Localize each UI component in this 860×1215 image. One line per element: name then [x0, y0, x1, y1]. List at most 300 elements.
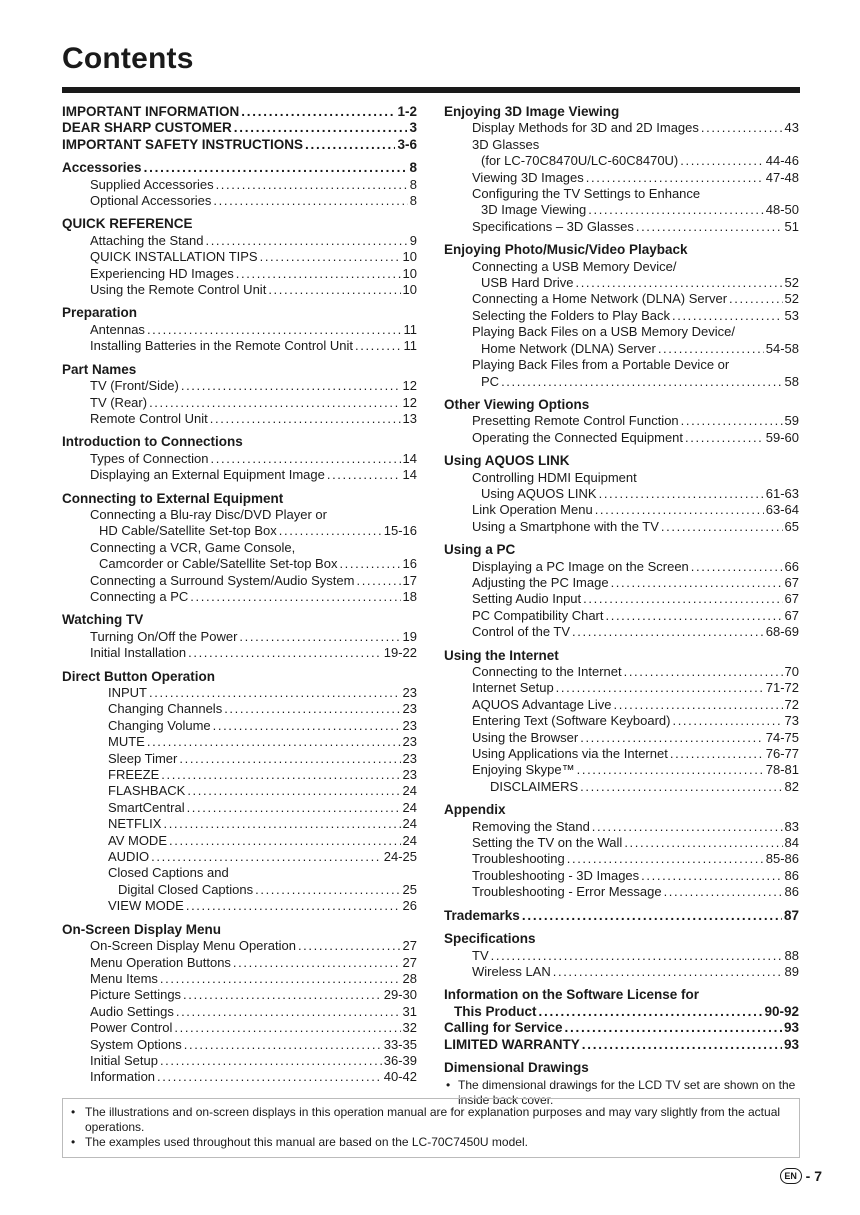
toc-entry[interactable]	[444, 730, 799, 746]
toc-entry-page: 24	[402, 816, 417, 832]
toc-entry[interactable]	[62, 1020, 417, 1036]
toc-entry[interactable]	[62, 573, 417, 589]
toc-entry[interactable]	[444, 308, 799, 324]
toc-entry-page: 59	[784, 413, 799, 429]
toc-entry-page: 3	[409, 120, 417, 136]
toc-heading-text: Introduction to Connections	[62, 434, 243, 450]
toc-entry[interactable]	[444, 275, 799, 291]
toc-entry-page: 47-48	[765, 169, 799, 185]
toc-entry-title: AUDIO	[108, 849, 150, 865]
toc-entry-title: TV	[472, 947, 489, 963]
toc-entry-title: IMPORTANT SAFETY INSTRUCTIONS	[62, 136, 304, 152]
toc-heading-text: Information on the Software License for	[444, 987, 700, 1003]
toc-entry[interactable]	[444, 341, 799, 357]
toc-entry-page: 10	[402, 282, 417, 298]
toc-entry-title: Selecting the Folders to Play Back	[472, 307, 670, 323]
toc-entry[interactable]	[444, 291, 799, 307]
toc-entry-page: 23	[402, 717, 417, 733]
toc-entry-title: Picture Settings	[90, 987, 182, 1003]
toc-entry[interactable]	[62, 282, 417, 298]
toc-entry[interactable]	[62, 1069, 417, 1085]
toc-entry-title: Connecting a Blu-ray Disc/DVD Player or	[90, 506, 327, 522]
toc-entry[interactable]	[62, 783, 417, 799]
toc-entry[interactable]	[62, 1037, 417, 1053]
toc-entry[interactable]	[62, 955, 417, 971]
toc-entry-page: 40-42	[383, 1069, 417, 1085]
toc-entry[interactable]	[444, 624, 799, 640]
toc-entry[interactable]	[62, 266, 417, 282]
toc-entry[interactable]	[62, 971, 417, 987]
toc-entry-page: 23	[402, 685, 417, 700]
toc-entry[interactable]	[62, 249, 417, 265]
toc-entry-title: Setting the TV on the Wall	[472, 835, 623, 851]
toc-entry-title: Troubleshooting - 3D Images	[472, 867, 640, 883]
toc-entry[interactable]	[444, 851, 799, 867]
toc-entry[interactable]	[62, 378, 417, 394]
toc-section-heading	[444, 453, 799, 469]
toc-entry[interactable]	[444, 575, 799, 591]
toc-entry-page: 23	[402, 767, 417, 783]
toc-entry-page: 70	[784, 664, 799, 679]
toc-dot-leader	[216, 177, 408, 193]
toc-entry-title: Trademarks	[444, 907, 520, 923]
toc-dot-leader	[613, 697, 782, 713]
toc-dot-leader	[151, 849, 382, 865]
toc-entry-page: 14	[402, 467, 417, 483]
toc-entry[interactable]	[444, 868, 799, 884]
toc-entry[interactable]	[444, 559, 799, 575]
toc-entry-page: 24-25	[383, 849, 417, 865]
toc-entry-title: Installing Batteries in the Remote Control Unit	[90, 338, 354, 354]
toc-entry-page: 11	[403, 321, 417, 337]
toc-entry[interactable]	[444, 608, 799, 624]
toc-entry[interactable]	[62, 137, 417, 153]
toc-entry-title: SmartCentral	[108, 799, 185, 815]
toc-entry[interactable]	[444, 430, 799, 446]
toc-section	[444, 987, 799, 1053]
toc-entry-title: Calling for Service	[444, 1020, 563, 1036]
toc-section	[444, 104, 799, 235]
toc-entry[interactable]	[444, 470, 799, 486]
toc-entry-page: 52	[784, 275, 799, 291]
toc-dot-leader	[691, 559, 783, 575]
toc-entry-page: 32	[402, 1020, 417, 1036]
toc-entry[interactable]	[444, 819, 799, 835]
toc-entry[interactable]	[62, 833, 417, 849]
toc-dot-leader	[241, 104, 395, 120]
toc-entry[interactable]	[62, 898, 417, 914]
toc-section	[444, 542, 799, 640]
toc-entry[interactable]	[444, 170, 799, 186]
toc-dot-leader	[160, 1053, 382, 1069]
toc-entry[interactable]	[444, 120, 799, 136]
toc-entry[interactable]	[62, 718, 417, 734]
toc-entry-page: 13	[402, 410, 417, 426]
toc-entry[interactable]	[444, 153, 799, 169]
toc-section-heading	[444, 987, 799, 1003]
toc-entry-page: 27	[402, 954, 417, 970]
toc-entry-title: Viewing 3D Images	[472, 169, 584, 185]
toc-entry-title: Controlling HDMI Equipment	[472, 469, 637, 485]
toc-entry-title: Troubleshooting - Error Message	[472, 884, 662, 900]
toc-entry[interactable]	[62, 685, 417, 701]
toc-entry-page: 93	[783, 1020, 799, 1036]
toc-entry-page: 10	[402, 265, 417, 281]
toc-entry[interactable]	[62, 987, 417, 1003]
toc-dot-leader	[163, 816, 400, 832]
toc-entry-title: Power Control	[90, 1020, 173, 1036]
toc-dot-leader	[234, 120, 408, 136]
toc-dot-leader	[161, 767, 400, 783]
toc-entry[interactable]	[444, 259, 799, 275]
toc-heading-text: Appendix	[444, 802, 506, 818]
toc-entry-page: 87	[783, 907, 799, 923]
toc-entry-page: 31	[402, 1003, 417, 1019]
toc-entry-title: Displaying a PC Image on the Screen	[472, 558, 689, 574]
toc-section-heading	[62, 491, 417, 507]
toc-entry[interactable]	[62, 507, 417, 523]
toc-entry[interactable]	[62, 629, 417, 645]
toc-entry-title: Connecting a VCR, Game Console,	[90, 539, 296, 555]
toc-dot-leader	[670, 746, 764, 762]
toc-dot-leader	[553, 964, 783, 980]
toc-section-heading	[62, 216, 417, 232]
toc-dot-leader	[592, 819, 783, 835]
toc-entry-title: Connecting to the Internet	[472, 664, 622, 679]
toc-entry-page: 12	[402, 378, 417, 394]
toc-entry-title: Control of the TV	[472, 624, 571, 640]
toc-dot-leader	[624, 664, 783, 680]
toc-entry-title: Initial Setup	[90, 1052, 158, 1068]
toc-entry[interactable]	[444, 908, 799, 924]
toc-entry-title: Initial Installation	[90, 645, 187, 661]
toc-entry[interactable]	[62, 882, 417, 898]
toc-entry-page: 27	[402, 938, 417, 954]
toc-entry-page: 1-2	[397, 104, 417, 119]
toc-heading-text: Enjoying Photo/Music/Video Playback	[444, 242, 688, 258]
toc-dot-leader	[580, 730, 764, 746]
toc-heading-text: On-Screen Display Menu	[62, 921, 222, 937]
toc-entry[interactable]	[444, 948, 799, 964]
toc-entry-page: 16	[402, 556, 417, 572]
toc-dot-leader	[205, 233, 407, 249]
toc-section-heading	[62, 362, 417, 378]
toc-entry-page: 29-30	[383, 987, 417, 1003]
toc-entry-page: 24	[402, 832, 417, 848]
toc-entry-page: 68-69	[765, 624, 799, 640]
toc-dot-leader	[681, 413, 783, 429]
toc-entry-page: 86	[784, 884, 799, 900]
toc-heading-text: Preparation	[62, 305, 138, 321]
toc-dot-leader	[186, 898, 401, 914]
toc-entry[interactable]	[62, 451, 417, 467]
toc-dot-leader	[279, 523, 382, 539]
toc-section-heading	[62, 305, 417, 321]
toc-dot-leader	[599, 486, 764, 502]
toc-dot-leader	[624, 835, 782, 851]
toc-entry-page: 59-60	[765, 429, 799, 445]
toc-entry-page: 90-92	[764, 1003, 799, 1019]
toc-entry-page: 89	[784, 963, 799, 979]
toc-entry-title: Playing Back Files from a Portable Device or	[472, 357, 730, 373]
toc-dot-leader	[260, 249, 401, 265]
toc-entry-page: 26	[402, 898, 417, 914]
toc-entry-page: 8	[409, 176, 417, 192]
toc-right-column	[444, 104, 799, 1115]
toc-entry-page: 23	[402, 750, 417, 766]
toc-entry-page: 25	[402, 881, 417, 897]
toc-heading-text: Part Names	[62, 361, 137, 377]
toc-entry-title: Turning On/Off the Power	[90, 628, 238, 644]
toc-entry-page: 12	[402, 394, 417, 410]
toc-entry-title: PC	[481, 373, 500, 389]
toc-dot-leader	[169, 833, 401, 849]
toc-entry-title: Enjoying Skype™	[472, 762, 575, 778]
toc-entry-page: 18	[402, 588, 417, 604]
toc-dot-leader	[147, 322, 402, 338]
toc-entry[interactable]	[62, 734, 417, 750]
toc-dot-leader	[672, 713, 782, 729]
toc-heading-text: Connecting to External Equipment	[62, 490, 284, 506]
toc-entry[interactable]	[444, 357, 799, 373]
toc-section	[444, 648, 799, 796]
toc-entry[interactable]	[62, 120, 417, 136]
toc-dot-leader	[588, 202, 763, 218]
toc-entry-page: 73	[784, 713, 799, 729]
toc-dot-leader	[179, 751, 400, 767]
toc-entry-title: TV (Rear)	[90, 394, 148, 410]
toc-heading-text: Direct Button Operation	[62, 668, 216, 684]
toc-heading-text: Dimensional Drawings	[444, 1059, 589, 1075]
toc-entry-title: Camcorder or Cable/Satellite Set-top Box	[99, 556, 338, 572]
toc-entry-title: AQUOS Advantage Live	[472, 696, 612, 712]
toc-dot-leader	[327, 467, 401, 483]
toc-entry[interactable]	[62, 160, 417, 176]
toc-dot-leader	[572, 624, 764, 640]
toc-section-heading	[62, 612, 417, 628]
toc-entry[interactable]	[62, 589, 417, 605]
toc-entry-title: Setting Audio Input	[472, 591, 582, 607]
toc-dot-leader	[583, 591, 782, 607]
toc-entry[interactable]	[62, 849, 417, 865]
toc-entry[interactable]	[444, 219, 799, 235]
toc-entry[interactable]	[444, 1037, 799, 1053]
toc-entry-title: Digital Closed Captions	[118, 881, 254, 897]
toc-dot-leader	[606, 608, 783, 624]
toc-entry[interactable]	[62, 467, 417, 483]
toc-entry-page: 19-22	[383, 645, 417, 661]
toc-entry-page: 19	[402, 628, 417, 644]
toc-entry[interactable]	[62, 177, 417, 193]
toc-entry[interactable]	[444, 697, 799, 713]
page-number	[780, 1168, 822, 1184]
toc-section-heading	[62, 669, 417, 685]
toc-entry[interactable]	[62, 1053, 417, 1069]
toc-section	[62, 434, 417, 483]
toc-entry-page: 83	[784, 818, 799, 834]
toc-entry-title: Optional Accessories	[90, 193, 212, 209]
toc-dot-leader	[176, 1004, 401, 1020]
toc-entry[interactable]	[62, 865, 417, 881]
toc-entry[interactable]	[444, 502, 799, 518]
toc-entry[interactable]	[62, 233, 417, 249]
toc-entry-title: Types of Connection	[90, 450, 209, 466]
toc-entry-title: NETFLIX	[108, 816, 162, 832]
toc-entry[interactable]	[62, 1004, 417, 1020]
toc-entry-title: 3D Glasses	[472, 136, 540, 152]
toc-dot-leader	[556, 680, 764, 696]
toc-entry[interactable]	[62, 322, 417, 338]
toc-dot-leader	[298, 938, 401, 954]
toc-dot-leader	[522, 908, 782, 924]
toc-heading-text: Using AQUOS LINK	[444, 453, 570, 469]
toc-entry-page: 93	[783, 1036, 799, 1052]
toc-entry[interactable]	[444, 202, 799, 218]
toc-entry[interactable]	[444, 762, 799, 778]
toc-entry-title: DEAR SHARP CUSTOMER	[62, 120, 232, 136]
toc-entry-title: Presetting Remote Control Function	[472, 413, 679, 429]
toc-entry[interactable]	[444, 884, 799, 900]
toc-entry-title: LIMITED WARRANTY	[444, 1036, 580, 1052]
toc-entry-title: Display Methods for 3D and 2D Images	[472, 120, 699, 136]
toc-entry-page: 65	[784, 518, 799, 534]
toc-entry-title: On-Screen Display Menu Operation	[90, 938, 296, 954]
toc-dot-leader	[255, 882, 400, 898]
toc-dot-leader	[268, 282, 400, 298]
toc-entry[interactable]	[444, 1004, 799, 1020]
toc-entry[interactable]	[444, 964, 799, 980]
toc-entry[interactable]	[444, 137, 799, 153]
toc-entry-title: Operating the Connected Equipment	[472, 429, 684, 445]
toc-entry-page: 10	[402, 249, 417, 265]
toc-entry[interactable]	[444, 664, 799, 680]
toc-section	[62, 612, 417, 661]
toc-entry[interactable]	[62, 523, 417, 539]
toc-entry-title: Menu Operation Buttons	[90, 954, 231, 970]
toc-entry-page: 67	[784, 607, 799, 623]
toc-entry[interactable]	[62, 395, 417, 411]
toc-entry[interactable]	[62, 338, 417, 354]
toc-entry[interactable]	[62, 701, 417, 717]
toc-section-heading	[444, 542, 799, 558]
toc-entry[interactable]	[444, 591, 799, 607]
toc-dot-leader	[224, 701, 400, 717]
toc-entry-title: Remote Control Unit	[90, 410, 208, 426]
toc-entry-title: Closed Captions and	[108, 865, 229, 881]
toc-dot-leader	[701, 120, 783, 136]
toc-entry-title: Troubleshooting	[472, 851, 565, 867]
toc-entry[interactable]	[444, 519, 799, 535]
note-item: • The examples used throughout this manual are based on the LC-70C7450U model.	[63, 1135, 791, 1150]
toc-entry[interactable]	[444, 324, 799, 340]
toc-entry[interactable]	[444, 1020, 799, 1036]
toc-heading-text: Other Viewing Options	[444, 396, 590, 412]
toc-section	[62, 160, 417, 209]
toc-entry-title: QUICK INSTALLATION TIPS	[90, 249, 258, 265]
toc-entry[interactable]	[444, 413, 799, 429]
toc-entry[interactable]	[444, 680, 799, 696]
toc-section-heading	[62, 434, 417, 450]
toc-entry-title: Accessories	[62, 160, 142, 176]
toc-dot-leader	[356, 573, 400, 589]
toc-entry-page: 67	[784, 591, 799, 607]
toc-entry[interactable]	[62, 556, 417, 572]
toc-entry-title: Menu Items	[90, 970, 158, 986]
toc-entry-title: System Options	[90, 1036, 182, 1052]
toc-entry[interactable]	[444, 486, 799, 502]
toc-entry-page: 24	[402, 799, 417, 815]
toc-section-heading	[444, 931, 799, 947]
toc-dot-leader	[575, 275, 782, 291]
toc-entry[interactable]	[444, 186, 799, 202]
toc-entry[interactable]	[62, 800, 417, 816]
toc-entry-page: 28	[402, 970, 417, 986]
toc-entry[interactable]	[62, 193, 417, 209]
toc-entry[interactable]	[62, 816, 417, 832]
toc-entry[interactable]	[62, 540, 417, 556]
toc-section	[62, 104, 417, 153]
toc-entry-page: 54-58	[765, 340, 799, 356]
toc-entry[interactable]	[444, 746, 799, 762]
toc-dot-leader	[213, 193, 407, 209]
toc-section-heading	[444, 242, 799, 258]
toc-entry[interactable]	[62, 767, 417, 783]
toc-dot-leader	[183, 987, 382, 1003]
toc-entry[interactable]	[444, 713, 799, 729]
toc-entry-title: USB Hard Drive	[481, 275, 574, 291]
toc-entry-title: Changing Channels	[108, 701, 223, 717]
toc-dot-leader	[144, 160, 408, 176]
toc-dot-leader	[149, 395, 400, 411]
toc-entry-page: 15-16	[383, 523, 417, 539]
toc-entry-title: Information	[90, 1069, 156, 1085]
toc-entry[interactable]	[444, 779, 799, 795]
toc-section-heading	[444, 648, 799, 664]
toc-dot-leader	[539, 1004, 763, 1020]
toc-section	[62, 491, 417, 606]
toc-section	[62, 305, 417, 354]
toc-dot-leader	[239, 629, 400, 645]
toc-section	[62, 362, 417, 428]
toc-entry-title: FREEZE	[108, 767, 160, 783]
toc-entry[interactable]	[62, 104, 417, 120]
toc-entry-page: 23	[402, 734, 417, 750]
toc-entry-title: Sleep Timer	[108, 750, 178, 766]
toc-dot-leader	[501, 374, 782, 390]
toc-entry[interactable]	[444, 374, 799, 390]
toc-entry-page: 23	[402, 701, 417, 717]
toc-entry[interactable]	[444, 835, 799, 851]
toc-entry-title: Experiencing HD Images	[90, 265, 234, 281]
toc-entry-title: Using Applications via the Internet	[472, 746, 668, 762]
toc-entry-title: Connecting a PC	[90, 588, 189, 604]
toc-heading-text: Watching TV	[62, 612, 144, 628]
toc-dot-leader	[658, 341, 764, 357]
toc-dot-leader	[491, 948, 783, 964]
toc-entry-page: 9	[409, 232, 417, 248]
toc-dot-leader	[305, 137, 395, 153]
toc-entry-title: Using AQUOS LINK	[481, 485, 597, 501]
toc-entry[interactable]	[62, 938, 417, 954]
toc-entry-title: Connecting a Home Network (DLNA) Server	[472, 291, 728, 307]
toc-entry[interactable]	[62, 751, 417, 767]
toc-entry-page: 58	[784, 373, 799, 389]
toc-entry-title: Home Network (DLNA) Server	[481, 340, 656, 356]
toc-entry-title: Using the Remote Control Unit	[90, 282, 267, 298]
toc-dot-leader	[174, 1020, 400, 1036]
toc-entry[interactable]	[62, 411, 417, 427]
toc-entry[interactable]	[62, 645, 417, 661]
